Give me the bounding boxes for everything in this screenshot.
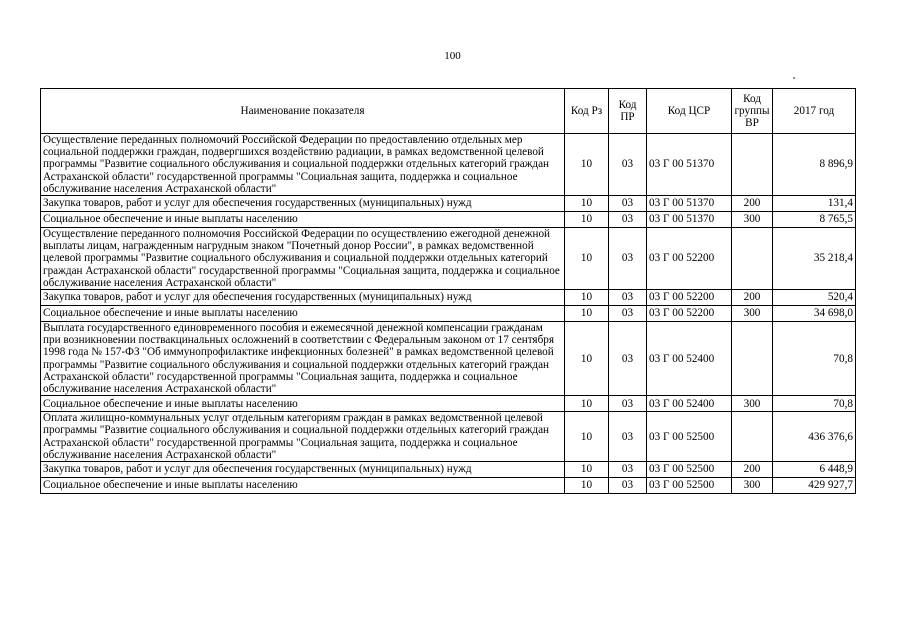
row-pr: 03 [609, 134, 647, 196]
table-row [41, 196, 856, 212]
row-csr: 03 Г 00 52400 [647, 396, 732, 412]
row-amount: 436 376,6 [773, 412, 856, 462]
row-name: Социальное обеспечение и иные выплаты населению [41, 396, 565, 412]
row-pr: 03 [609, 290, 647, 306]
budget-table [40, 88, 856, 494]
table-row [41, 212, 856, 228]
row-name: Социальное обеспечение и иные выплаты населению [41, 478, 565, 494]
row-pr: 03 [609, 306, 647, 322]
table-row [41, 290, 856, 306]
table-row [41, 322, 856, 396]
row-name: Закупка товаров, работ и услуг для обеспечения государственных (муниципальных) нужд [41, 290, 565, 306]
row-vr: 300 [732, 306, 773, 322]
table-row [41, 306, 856, 322]
row-vr: 200 [732, 462, 773, 478]
row-pr: 03 [609, 196, 647, 212]
row-csr: 03 Г 00 52400 [647, 322, 732, 396]
row-amount: 520,4 [773, 290, 856, 306]
row-csr: 03 Г 00 51370 [647, 212, 732, 228]
row-amount: 35 218,4 [773, 228, 856, 290]
row-name: Осуществление переданного полномочия Российской Федерации по осуществлению ежегодной денежной выплаты лицам, награжденным нагрудным знаком "Почетный донор России", в рамках ведомственной целевой программы "Развитие социального обслуживания и социальной поддержки отдельных категорий граждан Астраханской области" государственной программы "Социальная защита, поддержка и социальное обслуживание населения Астраханской области" [41, 228, 565, 290]
row-vr [732, 412, 773, 462]
table-row [41, 462, 856, 478]
row-rz: 10 [565, 322, 609, 396]
page-number: 100 [444, 50, 461, 62]
row-rz: 10 [565, 134, 609, 196]
table-row [41, 228, 856, 290]
row-rz: 10 [565, 306, 609, 322]
row-rz: 10 [565, 462, 609, 478]
row-amount: 6 448,9 [773, 462, 856, 478]
row-csr: 03 Г 00 51370 [647, 134, 732, 196]
row-rz: 10 [565, 228, 609, 290]
row-rz: 10 [565, 396, 609, 412]
table-row [41, 134, 856, 196]
row-amount: 131,4 [773, 196, 856, 212]
row-name: Социальное обеспечение и иные выплаты населению [41, 212, 565, 228]
row-vr: 200 [732, 196, 773, 212]
header-vr: Код группы ВР [732, 89, 773, 134]
row-rz: 10 [565, 196, 609, 212]
row-csr: 03 Г 00 52200 [647, 228, 732, 290]
row-name: Социальное обеспечение и иные выплаты населению [41, 306, 565, 322]
row-vr [732, 134, 773, 196]
row-vr [732, 228, 773, 290]
row-amount: 8 765,5 [773, 212, 856, 228]
row-csr: 03 Г 00 51370 [647, 196, 732, 212]
row-csr: 03 Г 00 52500 [647, 462, 732, 478]
row-name: Закупка товаров, работ и услуг для обеспечения государственных (муниципальных) нужд [41, 196, 565, 212]
row-pr: 03 [609, 212, 647, 228]
header-pr: Код ПР [609, 89, 647, 134]
row-vr [732, 322, 773, 396]
row-rz: 10 [565, 290, 609, 306]
row-pr: 03 [609, 412, 647, 462]
row-rz: 10 [565, 478, 609, 494]
scan-speck [793, 77, 795, 79]
row-vr: 300 [732, 212, 773, 228]
header-row [41, 89, 856, 134]
row-csr: 03 Г 00 52500 [647, 478, 732, 494]
row-name: Закупка товаров, работ и услуг для обеспечения государственных (муниципальных) нужд [41, 462, 565, 478]
table-row [41, 412, 856, 462]
row-csr: 03 Г 00 52200 [647, 290, 732, 306]
row-pr: 03 [609, 322, 647, 396]
row-amount: 34 698,0 [773, 306, 856, 322]
row-csr: 03 Г 00 52500 [647, 412, 732, 462]
row-amount: 70,8 [773, 322, 856, 396]
header-rz: Код Рз [565, 89, 609, 134]
row-vr: 200 [732, 290, 773, 306]
row-csr: 03 Г 00 52200 [647, 306, 732, 322]
header-name: Наименование показателя [41, 89, 565, 134]
row-rz: 10 [565, 212, 609, 228]
row-name: Осуществление переданных полномочий Российской Федерации по предоставлению отдельных мер социальной поддержки граждан, подвергшихся воздействию радиации, в рамках ведомственной целевой программы "Развитие социального обслуживания и социальной поддержки отдельных категорий граждан Астраханской области" государственной программы "Социальная защита, поддержка и социальное обслуживание населения Астраханской области" [41, 134, 565, 196]
row-name: Выплата государственного единовременного пособия и ежемесячной денежной компенсации гражданам при возникновении поствакцинальных осложнений в соответствии с Федеральным законом от 17 сентября 1998 года № 157-ФЗ "Об иммунопрофилактике инфекционных болезней" в рамках ведомственной целевой программы "Развитие социального обслуживания и социальной поддержки отдельных категорий граждан Астраханской области" государственной программы "Социальная защита, поддержка и социальное обслуживание населения Астраханской области" [41, 322, 565, 396]
row-pr: 03 [609, 462, 647, 478]
row-amount: 429 927,7 [773, 478, 856, 494]
row-vr: 300 [732, 396, 773, 412]
header-year: 2017 год [773, 89, 856, 134]
row-rz: 10 [565, 412, 609, 462]
row-pr: 03 [609, 228, 647, 290]
row-pr: 03 [609, 396, 647, 412]
header-csr: Код ЦСР [647, 89, 732, 134]
table-row [41, 478, 856, 494]
row-amount: 8 896,9 [773, 134, 856, 196]
row-pr: 03 [609, 478, 647, 494]
row-vr: 300 [732, 478, 773, 494]
table-row [41, 396, 856, 412]
row-name: Оплата жилищно-коммунальных услуг отдельным категориям граждан в рамках ведомственной целевой программы "Развитие социального обслуживания и социальной поддержки отдельных категорий граждан Астраханской области" государственной программы "Социальная защита, поддержка и социальное обслуживание населения Астраханской области" [41, 412, 565, 462]
row-amount: 70,8 [773, 396, 856, 412]
